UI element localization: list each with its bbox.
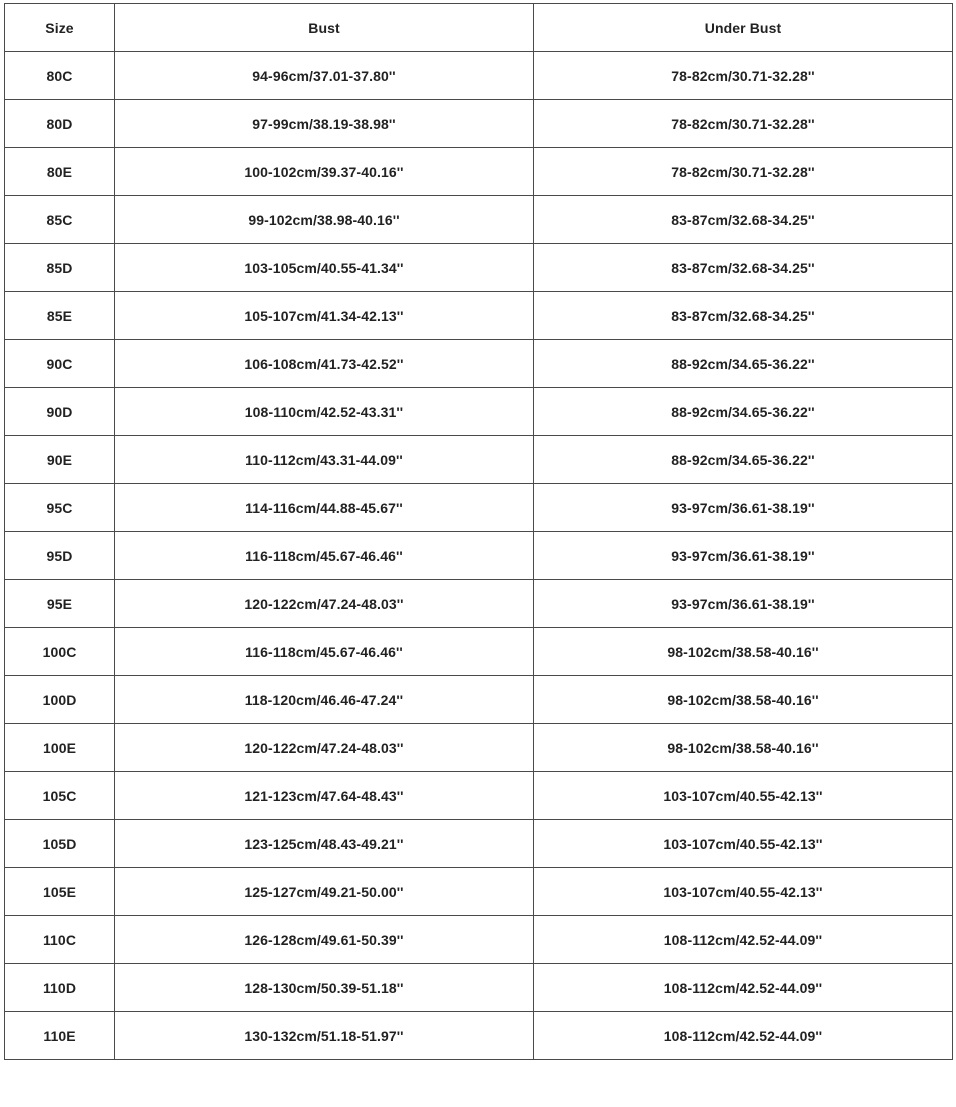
size-chart-table: [4, 3, 953, 1060]
under-bust-cell: 78-82cm/30.71-32.28'': [534, 52, 953, 100]
under-bust-header: Under Bust: [534, 4, 953, 52]
bust-cell: 110-112cm/43.31-44.09'': [115, 436, 534, 484]
table-row: [5, 148, 953, 196]
under-bust-cell: 108-112cm/42.52-44.09'': [534, 916, 953, 964]
size-cell: 80E: [5, 148, 115, 196]
table-row: [5, 196, 953, 244]
size-cell: 90D: [5, 388, 115, 436]
size-cell: 80D: [5, 100, 115, 148]
bust-cell: 100-102cm/39.37-40.16'': [115, 148, 534, 196]
size-cell: 100E: [5, 724, 115, 772]
size-cell: 95E: [5, 580, 115, 628]
table-row: [5, 52, 953, 100]
table-row: [5, 772, 953, 820]
size-cell: 100C: [5, 628, 115, 676]
table-row: [5, 916, 953, 964]
size-cell: 85C: [5, 196, 115, 244]
bust-cell: 125-127cm/49.21-50.00'': [115, 868, 534, 916]
table-row: [5, 724, 953, 772]
bust-cell: 120-122cm/47.24-48.03'': [115, 580, 534, 628]
size-cell: 105C: [5, 772, 115, 820]
size-header: Size: [5, 4, 115, 52]
under-bust-cell: 103-107cm/40.55-42.13'': [534, 820, 953, 868]
under-bust-cell: 88-92cm/34.65-36.22'': [534, 340, 953, 388]
under-bust-cell: 108-112cm/42.52-44.09'': [534, 1012, 953, 1060]
under-bust-cell: 83-87cm/32.68-34.25'': [534, 244, 953, 292]
bust-cell: 128-130cm/50.39-51.18'': [115, 964, 534, 1012]
bust-cell: 116-118cm/45.67-46.46'': [115, 628, 534, 676]
under-bust-cell: 98-102cm/38.58-40.16'': [534, 628, 953, 676]
size-cell: 90C: [5, 340, 115, 388]
under-bust-cell: 103-107cm/40.55-42.13'': [534, 772, 953, 820]
under-bust-cell: 108-112cm/42.52-44.09'': [534, 964, 953, 1012]
table-row: [5, 100, 953, 148]
bust-cell: 105-107cm/41.34-42.13'': [115, 292, 534, 340]
bust-cell: 120-122cm/47.24-48.03'': [115, 724, 534, 772]
table-row: [5, 292, 953, 340]
table-row: [5, 964, 953, 1012]
bust-cell: 97-99cm/38.19-38.98'': [115, 100, 534, 148]
size-cell: 80C: [5, 52, 115, 100]
under-bust-cell: 98-102cm/38.58-40.16'': [534, 676, 953, 724]
table-header-row: [5, 4, 953, 52]
bust-cell: 126-128cm/49.61-50.39'': [115, 916, 534, 964]
table-row: [5, 820, 953, 868]
size-cell: 85D: [5, 244, 115, 292]
under-bust-cell: 78-82cm/30.71-32.28'': [534, 100, 953, 148]
bust-cell: 94-96cm/37.01-37.80'': [115, 52, 534, 100]
bust-cell: 99-102cm/38.98-40.16'': [115, 196, 534, 244]
table-row: [5, 244, 953, 292]
table-body: [5, 52, 953, 1060]
bust-cell: 130-132cm/51.18-51.97'': [115, 1012, 534, 1060]
table-row: [5, 580, 953, 628]
under-bust-cell: 83-87cm/32.68-34.25'': [534, 292, 953, 340]
table-row: [5, 532, 953, 580]
under-bust-cell: 88-92cm/34.65-36.22'': [534, 388, 953, 436]
bust-cell: 118-120cm/46.46-47.24'': [115, 676, 534, 724]
size-cell: 95D: [5, 532, 115, 580]
bust-cell: 103-105cm/40.55-41.34'': [115, 244, 534, 292]
table-row: [5, 388, 953, 436]
table-row: [5, 484, 953, 532]
table-row: [5, 1012, 953, 1060]
size-cell: 105E: [5, 868, 115, 916]
table-row: [5, 436, 953, 484]
under-bust-cell: 98-102cm/38.58-40.16'': [534, 724, 953, 772]
under-bust-cell: 93-97cm/36.61-38.19'': [534, 532, 953, 580]
bust-header: Bust: [115, 4, 534, 52]
under-bust-cell: 93-97cm/36.61-38.19'': [534, 484, 953, 532]
under-bust-cell: 93-97cm/36.61-38.19'': [534, 580, 953, 628]
under-bust-cell: 78-82cm/30.71-32.28'': [534, 148, 953, 196]
bust-cell: 108-110cm/42.52-43.31'': [115, 388, 534, 436]
table-row: [5, 676, 953, 724]
size-cell: 85E: [5, 292, 115, 340]
under-bust-cell: 88-92cm/34.65-36.22'': [534, 436, 953, 484]
bust-cell: 114-116cm/44.88-45.67'': [115, 484, 534, 532]
bust-cell: 123-125cm/48.43-49.21'': [115, 820, 534, 868]
under-bust-cell: 103-107cm/40.55-42.13'': [534, 868, 953, 916]
bust-cell: 121-123cm/47.64-48.43'': [115, 772, 534, 820]
table-row: [5, 628, 953, 676]
size-cell: 90E: [5, 436, 115, 484]
table-row: [5, 340, 953, 388]
under-bust-cell: 83-87cm/32.68-34.25'': [534, 196, 953, 244]
size-cell: 110E: [5, 1012, 115, 1060]
size-cell: 100D: [5, 676, 115, 724]
size-cell: 95C: [5, 484, 115, 532]
bust-cell: 116-118cm/45.67-46.46'': [115, 532, 534, 580]
size-cell: 105D: [5, 820, 115, 868]
bust-cell: 106-108cm/41.73-42.52'': [115, 340, 534, 388]
size-cell: 110C: [5, 916, 115, 964]
table-row: [5, 868, 953, 916]
size-cell: 110D: [5, 964, 115, 1012]
